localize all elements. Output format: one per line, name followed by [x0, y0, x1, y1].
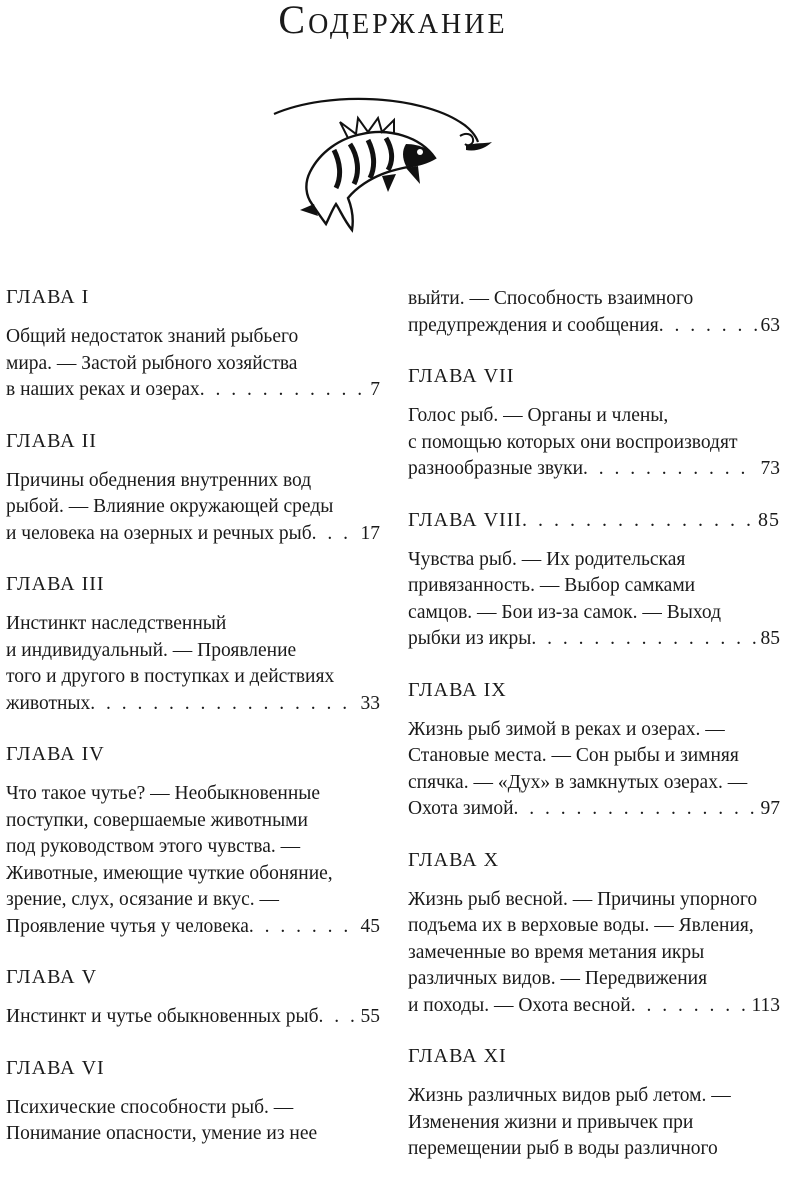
entry-text-line: зрение, слух, осязание и вкус. —: [6, 889, 280, 910]
entry-text-line: Жизнь рыб зимой в реках и озерах. —: [408, 718, 725, 740]
entry-last-line: [6, 914, 380, 941]
entry-text-line: и индивидуальный. — Проявление: [6, 639, 297, 661]
toc-entry: [408, 363, 780, 483]
page-number: 85: [758, 508, 780, 531]
dot-leader: [312, 521, 357, 548]
chapter-heading: ГЛАВА IV: [6, 743, 105, 765]
entry-text-line: животных: [6, 692, 91, 714]
page-number: 113: [751, 994, 780, 1016]
entry-text-line: Становые места. — Сон рыбы и зимняя: [408, 745, 739, 766]
entry-text-line: Понимание опасности, умение из нее: [6, 1123, 318, 1144]
page-title: Содержание: [278, 0, 508, 42]
toc-entry: [6, 741, 380, 940]
entry-text-line: Что такое чутье? — Необыкновенные: [6, 783, 321, 804]
entry-text-line: перемещении рыб в воды различного: [408, 1138, 718, 1159]
toc-entry: [408, 677, 780, 823]
chapter-heading: ГЛАВА XI: [408, 1045, 507, 1067]
toc-entry: [6, 964, 380, 1031]
entry-text-line: рыбки из икры: [408, 628, 532, 649]
toc-entry: [6, 428, 380, 548]
entry-text-line: в наших реках и озерах: [6, 379, 200, 400]
chapter-heading: ГЛАВА IX: [408, 678, 507, 701]
dot-leader: [583, 456, 756, 483]
entry-text-line: мира. — Застой рыбного хозяйства: [6, 352, 298, 374]
toc-entry: [6, 284, 380, 404]
toc-entry: [408, 1043, 780, 1163]
chapter-heading: ГЛАВА VIII: [408, 508, 523, 531]
chapter-heading: ГЛАВА VII: [408, 365, 515, 387]
dot-leader: [249, 914, 357, 941]
entry-last-line: [408, 796, 780, 823]
toc-entry: [408, 847, 780, 1020]
entry-text-line: Причины обеднения внутренних вод: [6, 469, 312, 491]
entry-text-line: и человека на озерных и речных рыб: [6, 522, 312, 544]
dot-leader: [631, 993, 748, 1020]
entry-last-line: [408, 456, 780, 483]
page-number: 85: [760, 628, 780, 649]
entry-text-line: Общий недостаток знаний рыбьего: [6, 326, 299, 347]
entry-text-line: замеченные во время метания икры: [408, 941, 705, 963]
entry-text-line: самцов. — Бои из-за самок. — Выход: [408, 601, 721, 623]
fish-on-hook-illustration: [270, 92, 520, 237]
contents-right-column: [408, 286, 780, 1187]
entry-last-line: [6, 1004, 380, 1031]
entry-text-line: выйти. — Способность взаимного: [408, 288, 694, 309]
entry-text-line: рыбой. — Влияние окружающей среды: [6, 496, 334, 517]
entry-text-line: Изменения жизни и привычек при: [408, 1111, 694, 1133]
entry-text-line: подъема их в верховые воды. — Явления,: [408, 915, 754, 936]
entry-text-line: различных видов. — Передвижения: [408, 968, 708, 989]
page-number: 17: [360, 522, 380, 544]
entry-text-line: Жизнь рыб весной. — Причины упорного: [408, 888, 758, 910]
entry-text-line: и походы. — Охота весной: [408, 994, 631, 1016]
entry-text-line: разнообразные звуки: [408, 458, 584, 479]
chapter-heading: ГЛАВА III: [6, 573, 105, 595]
entry-last-line: [408, 313, 780, 340]
entry-last-line: [6, 691, 380, 718]
chapter-heading: ГЛАВА II: [6, 429, 97, 452]
entry-text-line: Охота зимой: [408, 798, 514, 819]
entry-text-line: Проявление чутья у человека: [6, 915, 249, 937]
entry-text-line: с помощью которых они воспроизводят: [408, 431, 738, 453]
page-number: 7: [370, 379, 380, 400]
entry-text-line: Инстинкт наследственный: [6, 613, 227, 634]
page-number: 33: [360, 692, 380, 714]
entry-text-line: поступки, совершаемые животными: [6, 809, 308, 831]
page-number: 45: [360, 915, 380, 937]
dot-leader: [522, 507, 754, 533]
entry-text-line: спячка. — «Дух» в замкнутых озерах. —: [408, 771, 748, 793]
chapter-heading: ГЛАВА X: [408, 848, 500, 871]
entry-text-line: того и другого в поступках и действиях: [6, 666, 335, 687]
entry-text-line: предупреждения и сообщения: [408, 314, 659, 336]
chapter-heading: ГЛАВА I: [6, 286, 90, 308]
page-number: 97: [760, 798, 780, 819]
entry-text-line: Голос рыб. — Органы и члены,: [408, 405, 669, 426]
entry-text-line: привязанность. — Выбор самками: [408, 575, 696, 596]
entry-text-line: под руководством этого чувства. —: [6, 836, 301, 857]
entry-last-line: [6, 521, 380, 548]
page-number: 63: [760, 314, 780, 336]
page-number: 73: [760, 458, 780, 479]
entry-text-line: Жизнь различных видов рыб летом. —: [408, 1085, 731, 1106]
contents-left-column: [6, 284, 380, 1172]
toc-entry: [408, 507, 780, 653]
toc-entry: [6, 1055, 380, 1148]
dot-leader: [531, 626, 756, 653]
chapter-heading: ГЛАВА V: [6, 966, 98, 988]
entry-text-line: Психические способности рыб. —: [6, 1096, 294, 1118]
entry-text-line: Чувства рыб. — Их родительская: [408, 548, 686, 570]
dot-leader: [319, 1004, 357, 1031]
toc-entry: [6, 571, 380, 717]
chapter-heading-line: [408, 507, 780, 533]
toc-entry-continuation: [408, 286, 780, 339]
dot-leader: [659, 313, 757, 340]
chapter-heading: ГЛАВА VI: [6, 1056, 105, 1079]
entry-last-line: [408, 626, 780, 653]
entry-last-line: [408, 993, 780, 1020]
entry-text-line: Инстинкт и чутье обыкновенных рыб: [6, 1006, 319, 1027]
entry-last-line: [6, 377, 380, 404]
page-number: 55: [360, 1006, 380, 1027]
dot-leader: [514, 796, 757, 823]
entry-text-line: Животные, имеющие чуткие обоняние,: [6, 862, 333, 884]
dot-leader: [90, 691, 356, 718]
dot-leader: [200, 377, 367, 404]
